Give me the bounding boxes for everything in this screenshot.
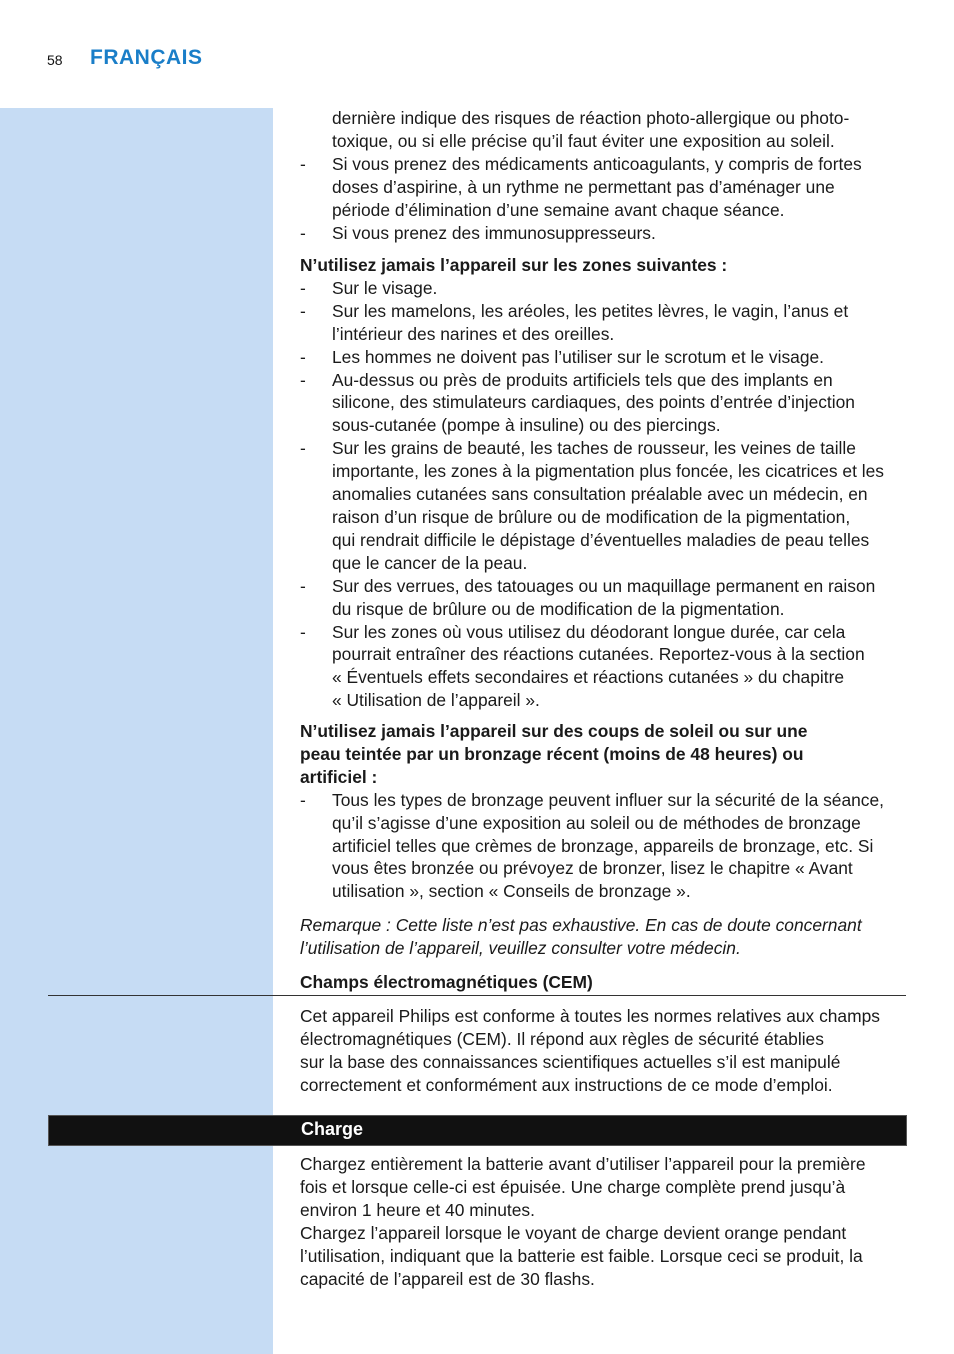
text-line: sur la base des connaissances scientifiques actuelles s’il est manipulé xyxy=(300,1051,841,1072)
list-item-line: Tous les types de bronzage peuvent influer sur la sécurité de la séance, xyxy=(332,789,884,810)
list-item xyxy=(300,222,906,245)
text-line: toxique, ou si elle précise qu’il faut éviter une exposition au soleil. xyxy=(332,130,835,151)
text-line: Chargez entièrement la batterie avant d’utiliser l’appareil pour la première xyxy=(300,1154,866,1174)
list-item xyxy=(300,346,906,369)
list-item xyxy=(300,300,906,346)
bullet-dash: - xyxy=(300,789,306,810)
bullet-dash: - xyxy=(300,153,306,174)
list-item-line: « Éventuels effets secondaires et réactions cutanées » du chapitre xyxy=(332,667,845,688)
note-line: l’utilisation de l’appareil, veuillez consulter votre médecin. xyxy=(300,937,741,958)
tan-heading-line: peau teintée par un bronzage récent (moins de 48 heures) ou xyxy=(300,743,804,764)
list-item-line: Si vous prenez des médicaments anticoagulants, y compris de fortes xyxy=(332,153,862,174)
text-line: électromagnétiques (CEM). Il répond aux règles de sécurité établies xyxy=(300,1028,824,1049)
page-number: 58 xyxy=(47,52,63,68)
list-item xyxy=(300,277,906,300)
tan-section xyxy=(300,720,906,903)
sidebar-panel xyxy=(0,108,273,1354)
list-item xyxy=(300,575,906,621)
bullet-dash: - xyxy=(300,438,306,459)
zones-heading: N’utilisez jamais l’appareil sur les zones suivantes : xyxy=(300,255,728,275)
list-item-line: que le cancer de la peau. xyxy=(332,552,528,573)
charge-section-bar xyxy=(48,1115,907,1146)
list-item-line: anomalies cutanées sans consultation préalable avec un médecin, en xyxy=(332,484,868,505)
emf-body xyxy=(300,1005,906,1097)
intro-list xyxy=(300,153,906,245)
text-line: dernière indique des risques de réaction photo-allergique ou photo- xyxy=(332,108,850,128)
list-item-line: silicone, des stimulateurs cardiaques, des points d’entrée d’injection xyxy=(332,392,855,413)
tan-heading-line: artificiel : xyxy=(300,766,378,787)
list-item-line: vous êtes bronzée ou prévoyez de bronzer, lisez le chapitre « Avant xyxy=(332,858,853,879)
bullet-dash: - xyxy=(300,621,306,642)
list-item-line: utilisation », section « Conseils de bronzage ». xyxy=(332,881,691,902)
charge-heading: Charge xyxy=(301,1119,364,1139)
zones-list xyxy=(300,277,906,712)
list-item-line: pourrait entraîner des réactions cutanées. Reportez-vous à la section xyxy=(332,644,865,665)
list-item xyxy=(300,369,906,438)
list-item-line: raison d’un risque de brûlure ou de modification de la pigmentation, xyxy=(332,506,851,527)
list-item xyxy=(300,153,906,222)
list-item-line: Sur les mamelons, les aréoles, les petites lèvres, le vagin, l’anus et xyxy=(332,300,849,321)
zones-section xyxy=(300,254,906,712)
list-item-line: l’intérieur des narines et des oreilles. xyxy=(332,323,615,344)
list-item-line: Au-dessus ou près de produits artificiels tels que des implants en xyxy=(332,369,833,390)
bullet-dash: - xyxy=(300,369,306,390)
text-line: environ 1 heure et 40 minutes. xyxy=(300,1199,535,1220)
text-line: capacité de l’appareil est de 30 flashs. xyxy=(300,1268,595,1289)
tan-heading-line: N’utilisez jamais l’appareil sur des coups de soleil ou sur une xyxy=(300,721,808,741)
note-line: Remarque : Cette liste n’est pas exhaustive. En cas de doute concernant xyxy=(300,915,862,935)
list-item-line: période d’élimination d’une semaine avant chaque séance. xyxy=(332,199,785,220)
bullet-dash: - xyxy=(300,277,306,298)
emf-heading: Champs électromagnétiques (CEM) xyxy=(300,972,593,992)
list-item-line: artificiel telles que crèmes de bronzage, appareils de bronzage, etc. Si xyxy=(332,835,874,856)
list-item-line: « Utilisation de l’appareil ». xyxy=(332,690,540,711)
list-item-line: Sur le visage. xyxy=(332,277,438,298)
list-item-line: sous-cutanée (pompe à insuline) ou des piercings. xyxy=(332,415,721,436)
list-item-line: qui rendrait difficile le dépistage d’éventuelles maladies de peau telles xyxy=(332,529,870,550)
bullet-dash: - xyxy=(300,300,306,321)
list-item-line: du risque de brûlure ou de modification de la pigmentation. xyxy=(332,598,785,619)
text-line: l’utilisation, indiquant que la batterie est faible. Lorsque ceci se produit, la xyxy=(300,1245,863,1266)
list-item-line: Sur les grains de beauté, les taches de rousseur, les veines de taille xyxy=(332,438,856,459)
list-item-line: Sur des verrues, des tatouages ou un maquillage permanent en raison xyxy=(332,575,876,596)
bullet-dash: - xyxy=(300,222,306,243)
text-line: Chargez l’appareil lorsque le voyant de charge devient orange pendant xyxy=(300,1222,847,1243)
bullet-dash: - xyxy=(300,346,306,367)
list-item-line: doses d’aspirine, à un rythme ne permettant pas d’aménager une xyxy=(332,176,835,197)
section-divider xyxy=(48,995,906,996)
list-item xyxy=(300,621,906,713)
list-item-line: qu’il s’agisse d’une exposition au soleil ou de méthodes de bronzage xyxy=(332,812,861,833)
text-line: correctement et conformément aux instructions de ce mode d’emploi. xyxy=(300,1074,833,1095)
list-item-line: Les hommes ne doivent pas l’utiliser sur le scrotum et le visage. xyxy=(332,346,824,367)
note-section xyxy=(300,914,906,960)
list-item-line: importante, les zones à la pigmentation plus foncée, les cicatrices et les xyxy=(332,461,884,482)
list-item-line: Sur les zones où vous utilisez du déodorant longue durée, car cela xyxy=(332,621,846,642)
list-item xyxy=(300,437,906,574)
list-item-line: Si vous prenez des immunosuppresseurs. xyxy=(332,222,656,243)
bullet-dash: - xyxy=(300,575,306,596)
list-item xyxy=(300,789,906,904)
text-line: fois et lorsque celle-ci est épuisée. Une charge complète prend jusqu’à xyxy=(300,1176,846,1197)
tan-list xyxy=(300,789,906,904)
text-line: Cet appareil Philips est conforme à toutes les normes relatives aux champs xyxy=(300,1006,880,1026)
charge-body xyxy=(300,1153,906,1290)
intro-section xyxy=(300,107,906,244)
language-title: FRANÇAIS xyxy=(90,46,203,69)
